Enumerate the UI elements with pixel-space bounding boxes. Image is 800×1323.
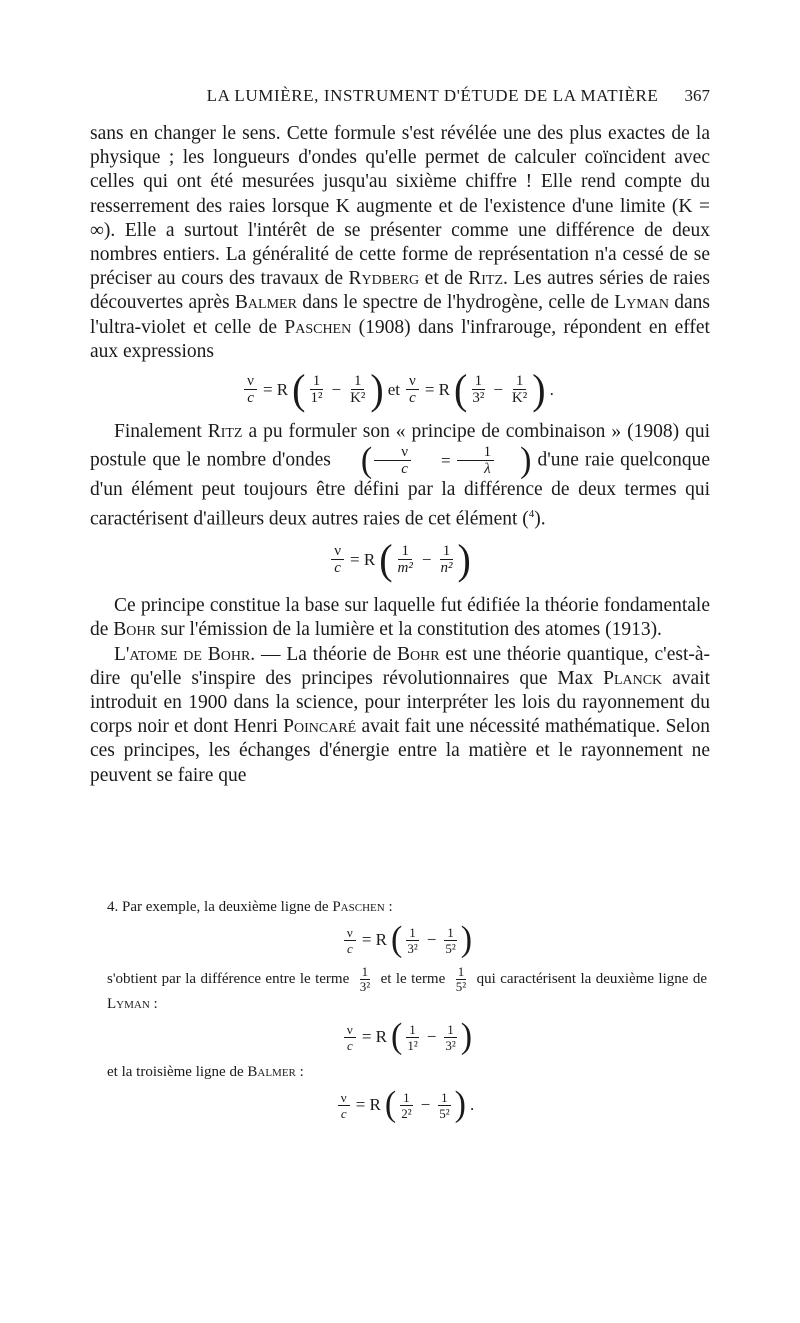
name-ritz: Ritz [468, 268, 504, 290]
name-bohr: Bohr [113, 619, 156, 641]
name-poincare: Poincaré [283, 716, 357, 738]
paragraph-4: L'atome de Bohr. — La théorie de Bohr est une théorie quantique, c'est-à-dire qu'elle s'inspire des principes révolutionnaires que Max Planck avait introduit en 1900 dans la science, pour interpréter les lois du rayonnement du corps noir et dont Henri Poincaré avait fait une nécessité mathématique. Selon ces principes, les échanges d'énergie entre la matière et le rayonnement ne peuvent se faire que [90, 643, 710, 786]
name-paschen: Paschen [284, 316, 352, 338]
footnote-line-3: et la troisième ligne de Balmer : [107, 1064, 304, 1080]
equation-series: $\frac{\nu}{c}$ = R ( $\frac{1}{\text{1²}}$ − $\frac{1}{\text{K²}}$ ) et $\frac{\nu}{c}$ = R ( $\frac{1}{\text{3²}}$ − $\frac{1}{\text{K²}}$ ) . [90, 370, 710, 410]
name-bohr-2: Bohr [397, 643, 440, 665]
running-title: LA LUMIÈRE, INSTRUMENT D'ÉTUDE DE LA MATIÈRE [206, 86, 659, 105]
running-header [95, 86, 710, 114]
page-number: 367 [684, 86, 710, 105]
name-lyman: Lyman [614, 292, 669, 314]
section-heading: L'atome de Bohr. [114, 643, 256, 665]
name-ritz-2: Ritz [207, 421, 243, 443]
footnote-line-1: 4. Par exemple, la deuxième ligne de Paschen : [107, 899, 393, 915]
footnote-4 [107, 897, 707, 1130]
paragraph-2: Finalement Ritz a pu formuler son « principe de combinaison » (1908) qui postule que le nombre d'ondes ( $\frac{\nu}{c}$ = $\frac{1}{\lambda}$ ) d'une raie quelconque d'un élément peut toujours être défini par la différence de deux termes qui caractérisent d'ailleurs deux autres raies de cet élément ($^4$). [90, 421, 710, 530]
footnote-equation-b: $\frac{\nu}{c}$ = R ( $\frac{1}{\text{1²}}$ − $\frac{1}{\text{3²}}$ ) [107, 1020, 707, 1054]
name-balmer: Balmer [234, 292, 297, 314]
footnote-equation-a: $\frac{\nu}{c}$ = R ( $\frac{1}{\text{3²}}$ − $\frac{1}{\text{5²}}$ ) [107, 923, 707, 957]
paragraph-1: sans en changer le sens. Cette formule s'est révélée une des plus exactes de la physique ; les longueurs d'ondes qu'elle permet de calculer coïncident avec celles qui ont été mesurées jusqu'au sixième chiffre ! Elle rend compte du resserrement des raies lorsque K augmente et de l'existence d'une limite (K = ∞). Elle a surtout l'intérêt de se présenter comme une différence de deux nombres entiers. La généralité de cette forme de représentation n'a cessé de se préciser au cours des travaux de Rydberg et de Ritz. Les autres séries de raies découvertes après Balmer dans le spectre de l'hydrogène, celle de Lyman dans l'ultra-violet et celle de Paschen (1908) dans l'infrarouge, répondent en effet aux expressions [90, 123, 710, 362]
footnote-number: 4. [107, 899, 119, 915]
footnote-line-2: s'obtient par la différence entre le terme $\frac{1}{\text{3²}}$ et le terme $\frac{1}{\text{5²}}$ qui caractérisent la deuxième ligne de Lyman : [107, 964, 708, 1012]
footnote-equation-c: $\frac{\nu}{c}$ = R ( $\frac{1}{\text{2²}}$ − $\frac{1}{\text{5²}}$ ) . [107, 1088, 707, 1122]
equation-combination: $\frac{\nu}{c}$ = R ( $\frac{1}{\text{m²}}$ − $\frac{1}{\text{n²}}$ ) [90, 540, 710, 580]
name-planck: Planck [603, 667, 663, 689]
main-text [90, 122, 710, 788]
paragraph-3: Ce principe constitue la base sur laquelle fut édifiée la théorie fondamentale de Bohr sur l'émission de la lumière et la constitution des atomes (1913). [90, 595, 710, 641]
footnote-ref: 4 [528, 508, 535, 521]
name-rydberg: Rydberg [348, 268, 420, 290]
